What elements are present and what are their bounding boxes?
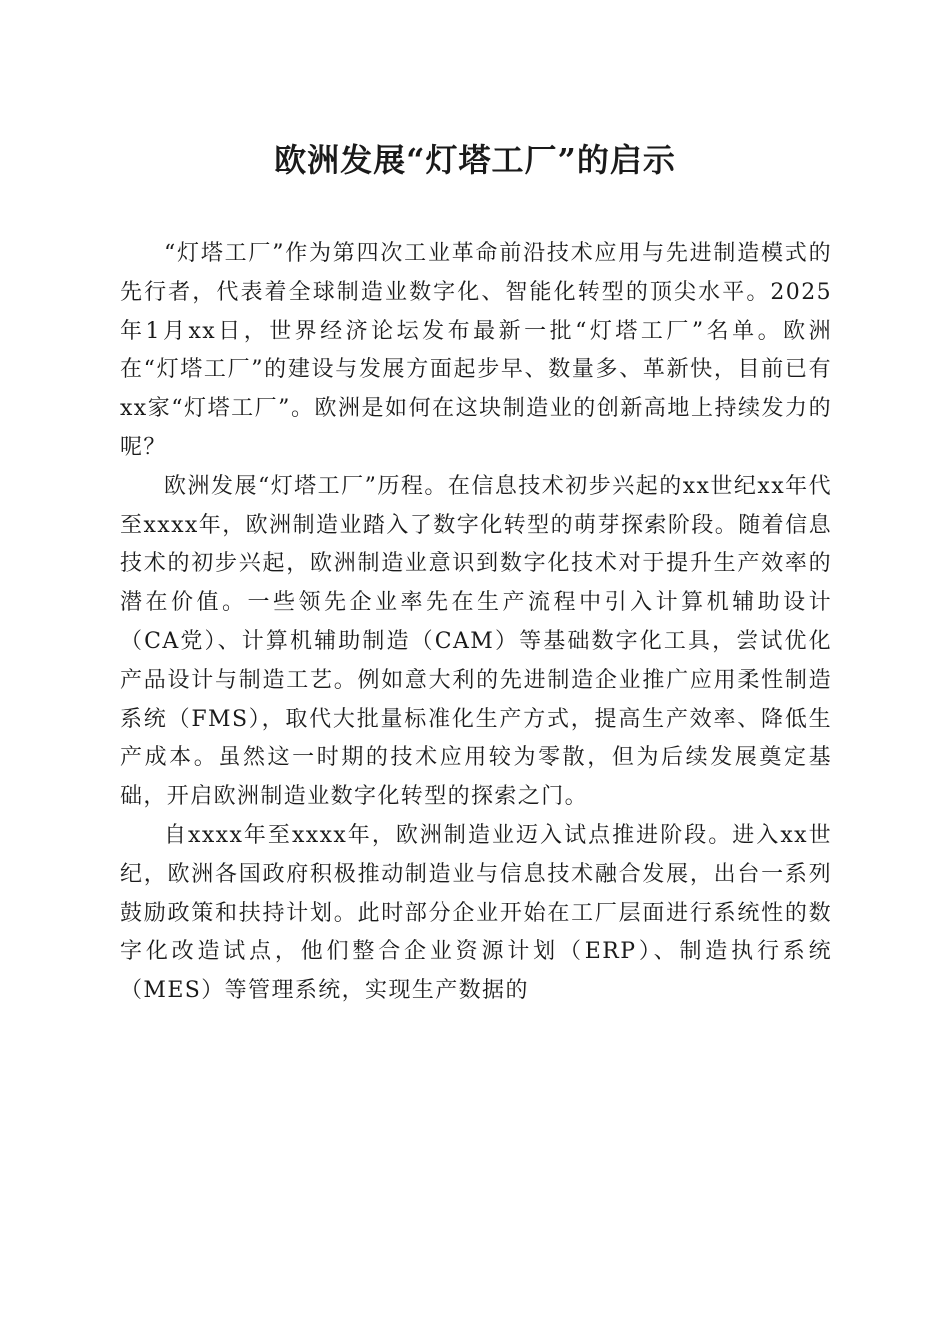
paragraph-pilot-stage: 自xxxx年至xxxx年，欧洲制造业迈入试点推进阶段。进入xx世纪，欧洲各国政府积极推动制造业与信息技术融合发展，出台一系列鼓励政策和扶持计划。此时部分企业开始在工厂层面进行系统性的数字化改造试点，他们整合企业资源计划（ERP）、制造执行系统（MES）等管理系统，实现生产数据的 xyxy=(120,822,832,1004)
paragraph-intro: “灯塔工厂”作为第四次工业革命前沿技术应用与先进制造模式的先行者，代表着全球制造业数字化、智能化转型的顶尖水平。2025年1月xx日，世界经济论坛发布最新一批“灯塔工厂”名单。欧洲在“灯塔工厂”的建设与发展方面起步早、数量多、革新快，目前已有xx家“灯塔工厂”。欧洲是如何在这块制造业的创新高地上持续发力的呢？ xyxy=(120,241,832,460)
document-body xyxy=(120,235,832,1011)
paragraph-history: 欧洲发展“灯塔工厂”历程。在信息技术初步兴起的xx世纪xx年代至xxxx年，欧洲制造业踏入了数字化转型的萌芽探索阶段。随着信息技术的初步兴起，欧洲制造业意识到数字化技术对于提升生产效率的潜在价值。一些领先企业率先在生产流程中引入计算机辅助设计（CA党）、计算机辅助制造（CAM）等基础数字化工具，尝试优化产品设计与制造工艺。例如意大利的先进制造企业推广应用柔性制造系统（FMS），取代大批量标准化生产方式，提高生产效率、降低生产成本。虽然这一时期的技术应用较为零散，但为后续发展奠定基础，开启欧洲制造业数字化转型的探索之门。 xyxy=(120,473,832,810)
document-title: 欧洲发展“灯塔工厂”的启示 xyxy=(274,141,676,179)
